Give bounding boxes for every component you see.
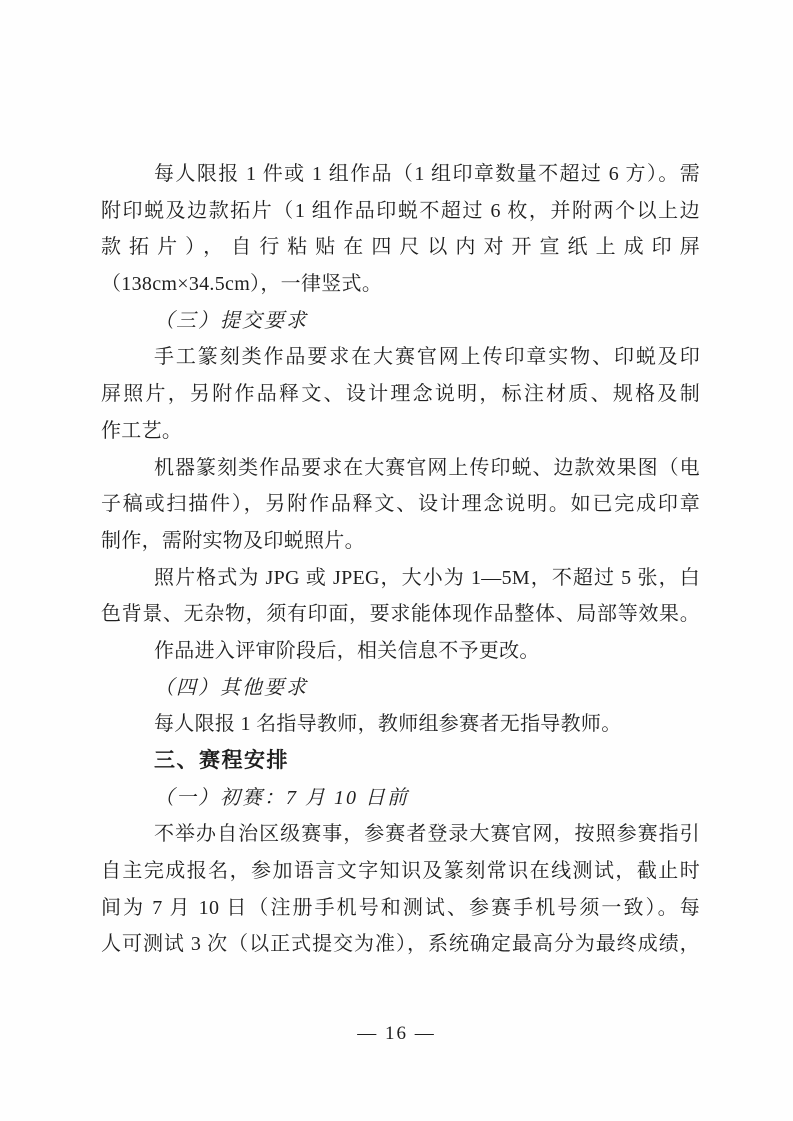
paragraph-line: 款拓片），自行粘贴在四尺以内对开宣纸上成印屏 xyxy=(101,236,700,259)
paragraph-line: 机器篆刻类作品要求在大赛官网上传印蜕、边款效果图（电 xyxy=(154,456,700,479)
paragraph-line: 子稿或扫描件），另附作品释文、设计理念说明。如已完成印章 xyxy=(101,493,700,516)
paragraph-line: 手工篆刻类作品要求在大赛官网上传印章实物、印蜕及印 xyxy=(154,346,700,369)
paragraph-line: 作工艺。 xyxy=(101,419,183,442)
paragraph-line: 自主完成报名，参加语言文字知识及篆刻常识在线测试，截止时 xyxy=(101,860,700,883)
section-heading-other: （四）其他要求 xyxy=(154,676,308,699)
section-heading-submission: （三）提交要求 xyxy=(154,309,308,332)
section-heading-preliminary: （一）初赛：7 月 10 日前 xyxy=(154,786,409,809)
paragraph-line: 每人限报 1 件或 1 组作品（1 组印章数量不超过 6 方）。需 xyxy=(154,163,700,185)
paragraph-line: 制作，需附实物及印蜕照片。 xyxy=(101,529,365,552)
paragraph-line: 屏照片，另附作品释文、设计理念说明，标注材质、规格及制 xyxy=(101,383,700,406)
paragraph-line: 人可测试 3 次（以正式提交为准），系统确定最高分为最终成绩， xyxy=(101,933,700,956)
paragraph-line: 作品进入评审阶段后，相关信息不予更改。 xyxy=(154,639,540,662)
paragraph-line: 附印蜕及边款拓片（1 组作品印蜕不超过 6 枚，并附两个以上边 xyxy=(101,199,700,222)
paragraph-line: 不举办自治区级赛事，参赛者登录大赛官网，按照参赛指引 xyxy=(154,823,700,846)
paragraph-line: 间为 7 月 10 日（注册手机号和测试、参赛手机号须一致）。每 xyxy=(101,896,700,919)
section-heading-schedule: 三、赛程安排 xyxy=(154,749,289,772)
paragraph-line: （138cm×34.5cm），一律竖式。 xyxy=(101,273,383,296)
paragraph-line: 每人限报 1 名指导教师，教师组参赛者无指导教师。 xyxy=(154,713,622,736)
paragraph-line: 色背景、无杂物，须有印面，要求能体现作品整体、局部等效果。 xyxy=(101,603,700,626)
paragraph-line: 照片格式为 JPG 或 JPEG，大小为 1—5M，不超过 5 张，白 xyxy=(154,566,700,589)
document-body xyxy=(101,156,700,963)
page-number: — 16 — xyxy=(357,1023,436,1044)
